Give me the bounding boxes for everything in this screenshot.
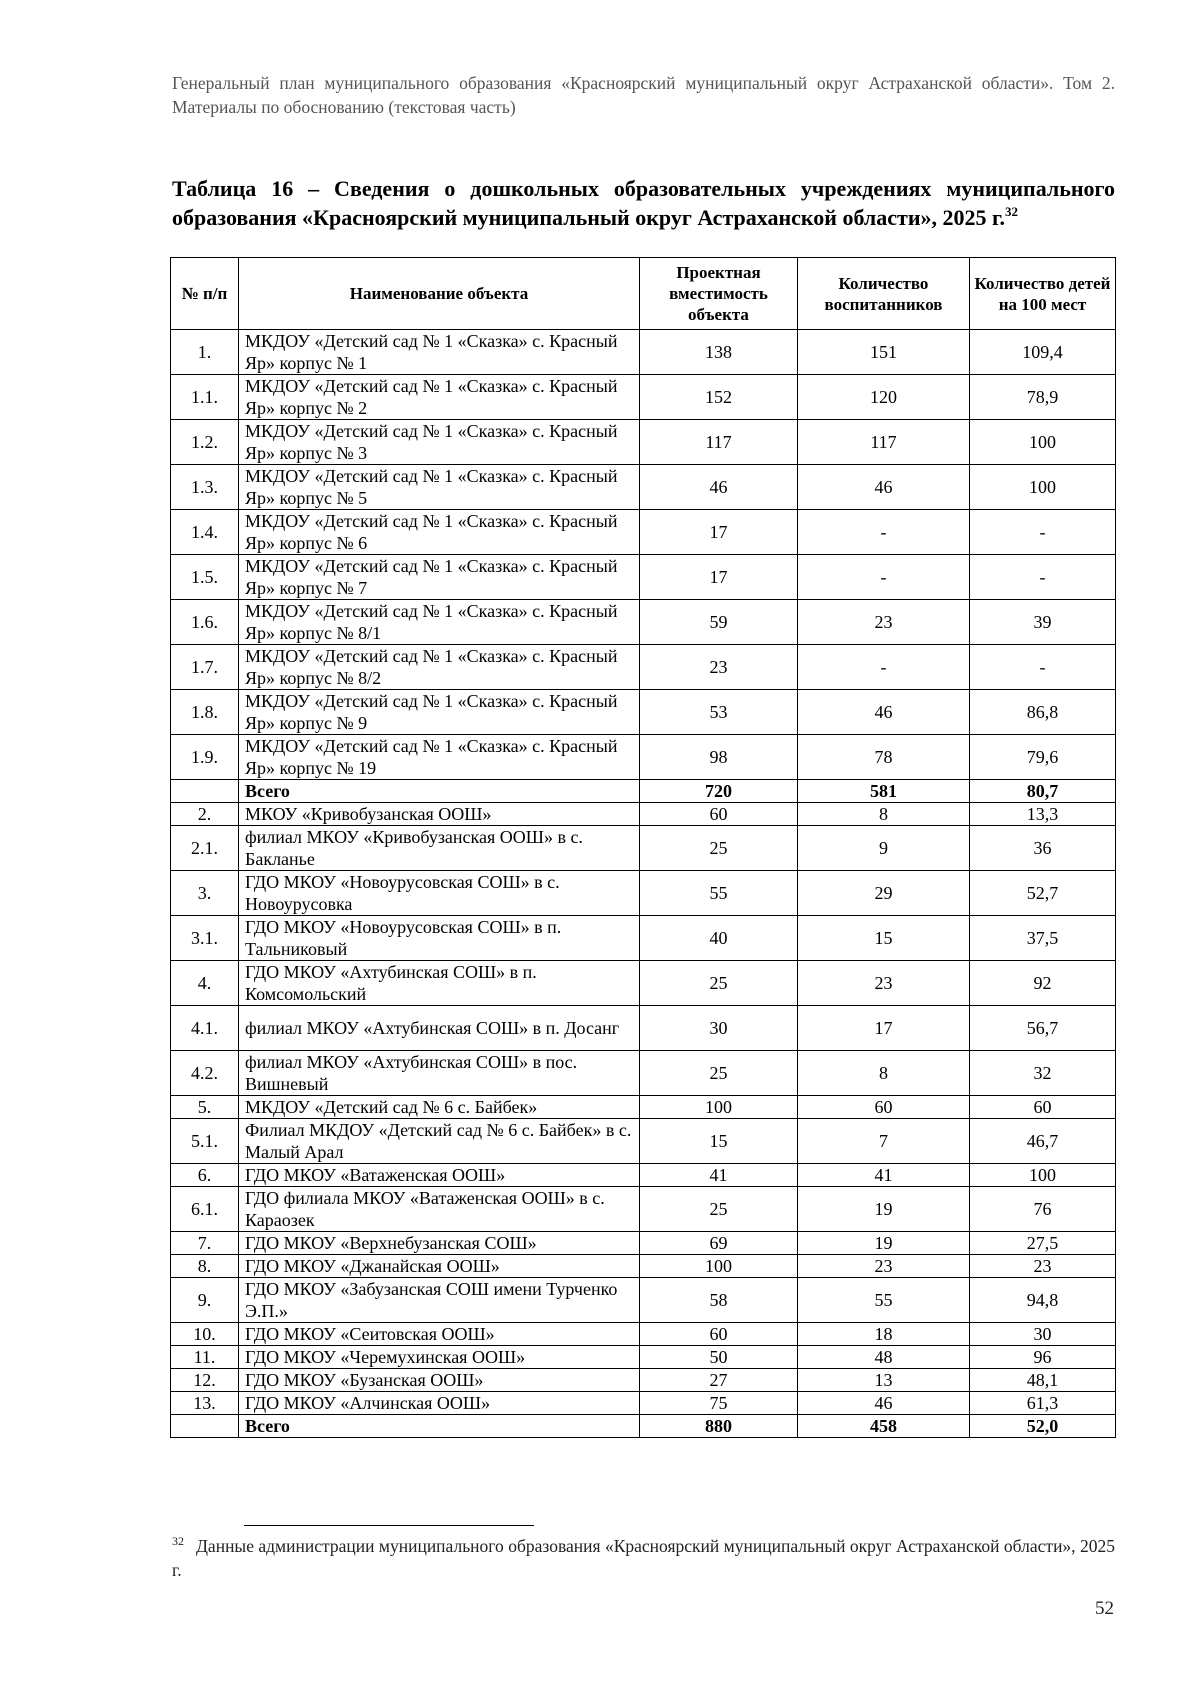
object-name-cell: ГДО МКОУ «Новоурусовская СОШ» в с. Новоурусовка: [239, 871, 640, 916]
capacity-cell: 41: [640, 1164, 798, 1187]
table-row: [171, 645, 1116, 690]
children-per-100-cell: 100: [970, 420, 1116, 465]
table-row: [171, 465, 1116, 510]
children-count-cell: 23: [798, 1255, 970, 1278]
footnote-marker: 32: [172, 1534, 184, 1548]
children-count-cell: 8: [798, 803, 970, 826]
column-header-capacity: Проектная вместимость объекта: [640, 258, 798, 330]
children-per-100-cell: 36: [970, 826, 1116, 871]
capacity-cell: 25: [640, 1051, 798, 1096]
table-row: [171, 1255, 1116, 1278]
row-number-cell: 1.4.: [171, 510, 239, 555]
object-name-cell: МКДОУ «Детский сад № 1 «Сказка» с. Красный Яр» корпус № 3: [239, 420, 640, 465]
object-name-cell: ГДО МКОУ «Джанайская ООШ»: [239, 1255, 640, 1278]
children-count-cell: 18: [798, 1323, 970, 1346]
children-per-100-cell: 56,7: [970, 1006, 1116, 1051]
children-count-cell: 48: [798, 1346, 970, 1369]
table-title-text: Таблица 16 – Сведения о дошкольных образовательных учреждениях муниципального образования «Красноярский муниципальный округ Астраханской области», 2025 г.: [172, 176, 1115, 230]
capacity-cell: 720: [640, 780, 798, 803]
object-name-cell: МКДОУ «Детский сад № 1 «Сказка» с. Красный Яр» корпус № 19: [239, 735, 640, 780]
children-per-100-cell: 78,9: [970, 375, 1116, 420]
children-count-cell: 60: [798, 1096, 970, 1119]
column-header-name: Наименование объекта: [239, 258, 640, 330]
capacity-cell: 50: [640, 1346, 798, 1369]
row-number-cell: 1.1.: [171, 375, 239, 420]
object-name-cell: филиал МКОУ «Кривобузанская ООШ» в с. Бакланье: [239, 826, 640, 871]
table-row: [171, 871, 1116, 916]
children-count-cell: 19: [798, 1232, 970, 1255]
row-number-cell: 9.: [171, 1278, 239, 1323]
row-number-cell: 5.: [171, 1096, 239, 1119]
object-name-cell: МКДОУ «Детский сад № 1 «Сказка» с. Красный Яр» корпус № 1: [239, 330, 640, 375]
row-number-cell: 4.: [171, 961, 239, 1006]
page-header: Генеральный план муниципального образования «Красноярский муниципальный округ Астраханской области». Том 2. Материалы по обоснованию (текстовая часть): [172, 73, 1115, 117]
capacity-cell: 100: [640, 1096, 798, 1119]
children-count-cell: 23: [798, 600, 970, 645]
children-per-100-cell: 27,5: [970, 1232, 1116, 1255]
table-row: [171, 555, 1116, 600]
children-count-cell: -: [798, 645, 970, 690]
table-row: [171, 375, 1116, 420]
table-row: [171, 1232, 1116, 1255]
children-count-cell: 78: [798, 735, 970, 780]
footnote-reference: 32: [1005, 204, 1019, 219]
column-header-per-100: Количество детей на 100 мест: [970, 258, 1116, 330]
row-number-cell: 6.1.: [171, 1187, 239, 1232]
capacity-cell: 46: [640, 465, 798, 510]
children-count-cell: 13: [798, 1369, 970, 1392]
object-name-cell: филиал МКОУ «Ахтубинская СОШ» в пос. Вишневый: [239, 1051, 640, 1096]
children-count-cell: 151: [798, 330, 970, 375]
table-row: [171, 420, 1116, 465]
table-title: [172, 174, 1115, 232]
children-count-cell: 581: [798, 780, 970, 803]
children-per-100-cell: 52,7: [970, 871, 1116, 916]
children-count-cell: 23: [798, 961, 970, 1006]
children-per-100-cell: 52,0: [970, 1415, 1116, 1438]
row-number-cell: 4.2.: [171, 1051, 239, 1096]
children-per-100-cell: 86,8: [970, 690, 1116, 735]
object-name-cell: МКДОУ «Детский сад № 1 «Сказка» с. Красный Яр» корпус № 7: [239, 555, 640, 600]
object-name-cell: Всего: [239, 780, 640, 803]
table-total-row: [171, 1415, 1116, 1438]
children-per-100-cell: 100: [970, 465, 1116, 510]
capacity-cell: 53: [640, 690, 798, 735]
children-per-100-cell: -: [970, 555, 1116, 600]
row-number-cell: 1.: [171, 330, 239, 375]
capacity-cell: 25: [640, 1187, 798, 1232]
children-per-100-cell: 46,7: [970, 1119, 1116, 1164]
capacity-cell: 17: [640, 555, 798, 600]
row-number-cell: 8.: [171, 1255, 239, 1278]
row-number-cell: 1.5.: [171, 555, 239, 600]
row-number-cell: 4.1.: [171, 1006, 239, 1051]
capacity-cell: 59: [640, 600, 798, 645]
row-number-cell: 7.: [171, 1232, 239, 1255]
kindergartens-table: [170, 257, 1116, 1438]
capacity-cell: 69: [640, 1232, 798, 1255]
object-name-cell: ГДО филиала МКОУ «Ватаженская ООШ» в с. Караозек: [239, 1187, 640, 1232]
children-per-100-cell: 109,4: [970, 330, 1116, 375]
column-header-number: № п/п: [171, 258, 239, 330]
table-row: [171, 1278, 1116, 1323]
object-name-cell: МКДОУ «Детский сад № 1 «Сказка» с. Красный Яр» корпус № 8/2: [239, 645, 640, 690]
table-header-row: [171, 258, 1116, 330]
children-count-cell: 17: [798, 1006, 970, 1051]
capacity-cell: 23: [640, 645, 798, 690]
children-count-cell: 117: [798, 420, 970, 465]
row-number-cell: 1.7.: [171, 645, 239, 690]
table-row: [171, 1323, 1116, 1346]
object-name-cell: филиал МКОУ «Ахтубинская СОШ» в п. Досанг: [239, 1006, 640, 1051]
footnote-text: Данные администрации муниципального образования «Красноярский муниципальный округ Астраханской области», 2025 г.: [172, 1536, 1115, 1580]
children-count-cell: 15: [798, 916, 970, 961]
children-per-100-cell: -: [970, 645, 1116, 690]
capacity-cell: 30: [640, 1006, 798, 1051]
capacity-cell: 25: [640, 961, 798, 1006]
table-row: [171, 1119, 1116, 1164]
capacity-cell: 27: [640, 1369, 798, 1392]
object-name-cell: ГДО МКОУ «Забузанская СОШ имени Турченко Э.П.»: [239, 1278, 640, 1323]
children-per-100-cell: 79,6: [970, 735, 1116, 780]
children-count-cell: 120: [798, 375, 970, 420]
row-number-cell: 6.: [171, 1164, 239, 1187]
object-name-cell: ГДО МКОУ «Ахтубинская СОШ» в п. Комсомольский: [239, 961, 640, 1006]
page-number: 52: [1095, 1598, 1114, 1619]
children-count-cell: 46: [798, 690, 970, 735]
children-per-100-cell: 32: [970, 1051, 1116, 1096]
table-total-row: [171, 780, 1116, 803]
children-per-100-cell: 13,3: [970, 803, 1116, 826]
table-row: [171, 961, 1116, 1006]
children-count-cell: -: [798, 510, 970, 555]
table-row: [171, 1051, 1116, 1096]
object-name-cell: ГДО МКОУ «Сеитовская ООШ»: [239, 1323, 640, 1346]
footnote: [172, 1534, 1115, 1582]
children-per-100-cell: 30: [970, 1323, 1116, 1346]
object-name-cell: МКДОУ «Детский сад № 1 «Сказка» с. Красный Яр» корпус № 2: [239, 375, 640, 420]
object-name-cell: МКДОУ «Детский сад № 1 «Сказка» с. Красный Яр» корпус № 8/1: [239, 600, 640, 645]
row-number-cell: 1.9.: [171, 735, 239, 780]
object-name-cell: Всего: [239, 1415, 640, 1438]
table-row: [171, 735, 1116, 780]
children-count-cell: 458: [798, 1415, 970, 1438]
row-number-cell: 13.: [171, 1392, 239, 1415]
capacity-cell: 55: [640, 871, 798, 916]
children-count-cell: 29: [798, 871, 970, 916]
row-number-cell: 1.8.: [171, 690, 239, 735]
capacity-cell: 25: [640, 826, 798, 871]
table-row: [171, 1096, 1116, 1119]
column-header-children: Количество воспитанников: [798, 258, 970, 330]
object-name-cell: МКОУ «Кривобузанская ООШ»: [239, 803, 640, 826]
table-row: [171, 1346, 1116, 1369]
children-per-100-cell: 39: [970, 600, 1116, 645]
table-row: [171, 600, 1116, 645]
row-number-cell: 1.2.: [171, 420, 239, 465]
table-row: [171, 1006, 1116, 1051]
children-count-cell: -: [798, 555, 970, 600]
table-row: [171, 1164, 1116, 1187]
capacity-cell: 138: [640, 330, 798, 375]
table-row: [171, 803, 1116, 826]
object-name-cell: МКДОУ «Детский сад № 1 «Сказка» с. Красный Яр» корпус № 6: [239, 510, 640, 555]
capacity-cell: 100: [640, 1255, 798, 1278]
row-number-cell: 11.: [171, 1346, 239, 1369]
children-count-cell: 46: [798, 465, 970, 510]
object-name-cell: ГДО МКОУ «Алчинская ООШ»: [239, 1392, 640, 1415]
table-row: [171, 826, 1116, 871]
row-number-cell: [171, 1415, 239, 1438]
children-count-cell: 7: [798, 1119, 970, 1164]
table-row: [171, 510, 1116, 555]
capacity-cell: 117: [640, 420, 798, 465]
capacity-cell: 58: [640, 1278, 798, 1323]
children-count-cell: 9: [798, 826, 970, 871]
row-number-cell: 10.: [171, 1323, 239, 1346]
children-per-100-cell: 76: [970, 1187, 1116, 1232]
footnote-divider: [244, 1525, 534, 1526]
table-body: [171, 330, 1116, 1438]
row-number-cell: 1.6.: [171, 600, 239, 645]
table-row: [171, 1392, 1116, 1415]
children-per-100-cell: -: [970, 510, 1116, 555]
children-per-100-cell: 100: [970, 1164, 1116, 1187]
table-row: [171, 1369, 1116, 1392]
row-number-cell: 1.3.: [171, 465, 239, 510]
capacity-cell: 98: [640, 735, 798, 780]
capacity-cell: 17: [640, 510, 798, 555]
capacity-cell: 60: [640, 803, 798, 826]
row-number-cell: 2.1.: [171, 826, 239, 871]
row-number-cell: 2.: [171, 803, 239, 826]
children-count-cell: 19: [798, 1187, 970, 1232]
capacity-cell: 880: [640, 1415, 798, 1438]
object-name-cell: ГДО МКОУ «Новоурусовская СОШ» в п. Тальниковый: [239, 916, 640, 961]
object-name-cell: МКДОУ «Детский сад № 6 с. Байбек»: [239, 1096, 640, 1119]
capacity-cell: 60: [640, 1323, 798, 1346]
table-row: [171, 690, 1116, 735]
object-name-cell: ГДО МКОУ «Верхнебузанская СОШ»: [239, 1232, 640, 1255]
row-number-cell: 3.: [171, 871, 239, 916]
children-count-cell: 8: [798, 1051, 970, 1096]
object-name-cell: ГДО МКОУ «Бузанская ООШ»: [239, 1369, 640, 1392]
object-name-cell: Филиал МКДОУ «Детский сад № 6 с. Байбек» в с. Малый Арал: [239, 1119, 640, 1164]
children-count-cell: 46: [798, 1392, 970, 1415]
children-per-100-cell: 92: [970, 961, 1116, 1006]
capacity-cell: 152: [640, 375, 798, 420]
table-row: [171, 1187, 1116, 1232]
object-name-cell: ГДО МКОУ «Черемухинская ООШ»: [239, 1346, 640, 1369]
children-per-100-cell: 60: [970, 1096, 1116, 1119]
children-count-cell: 55: [798, 1278, 970, 1323]
row-number-cell: [171, 780, 239, 803]
table-row: [171, 330, 1116, 375]
capacity-cell: 75: [640, 1392, 798, 1415]
children-per-100-cell: 48,1: [970, 1369, 1116, 1392]
capacity-cell: 15: [640, 1119, 798, 1164]
object-name-cell: МКДОУ «Детский сад № 1 «Сказка» с. Красный Яр» корпус № 5: [239, 465, 640, 510]
row-number-cell: 5.1.: [171, 1119, 239, 1164]
row-number-cell: 3.1.: [171, 916, 239, 961]
children-per-100-cell: 94,8: [970, 1278, 1116, 1323]
children-per-100-cell: 61,3: [970, 1392, 1116, 1415]
children-count-cell: 41: [798, 1164, 970, 1187]
object-name-cell: ГДО МКОУ «Ватаженская ООШ»: [239, 1164, 640, 1187]
row-number-cell: 12.: [171, 1369, 239, 1392]
children-per-100-cell: 80,7: [970, 780, 1116, 803]
table-row: [171, 916, 1116, 961]
children-per-100-cell: 96: [970, 1346, 1116, 1369]
capacity-cell: 40: [640, 916, 798, 961]
children-per-100-cell: 23: [970, 1255, 1116, 1278]
children-per-100-cell: 37,5: [970, 916, 1116, 961]
object-name-cell: МКДОУ «Детский сад № 1 «Сказка» с. Красный Яр» корпус № 9: [239, 690, 640, 735]
